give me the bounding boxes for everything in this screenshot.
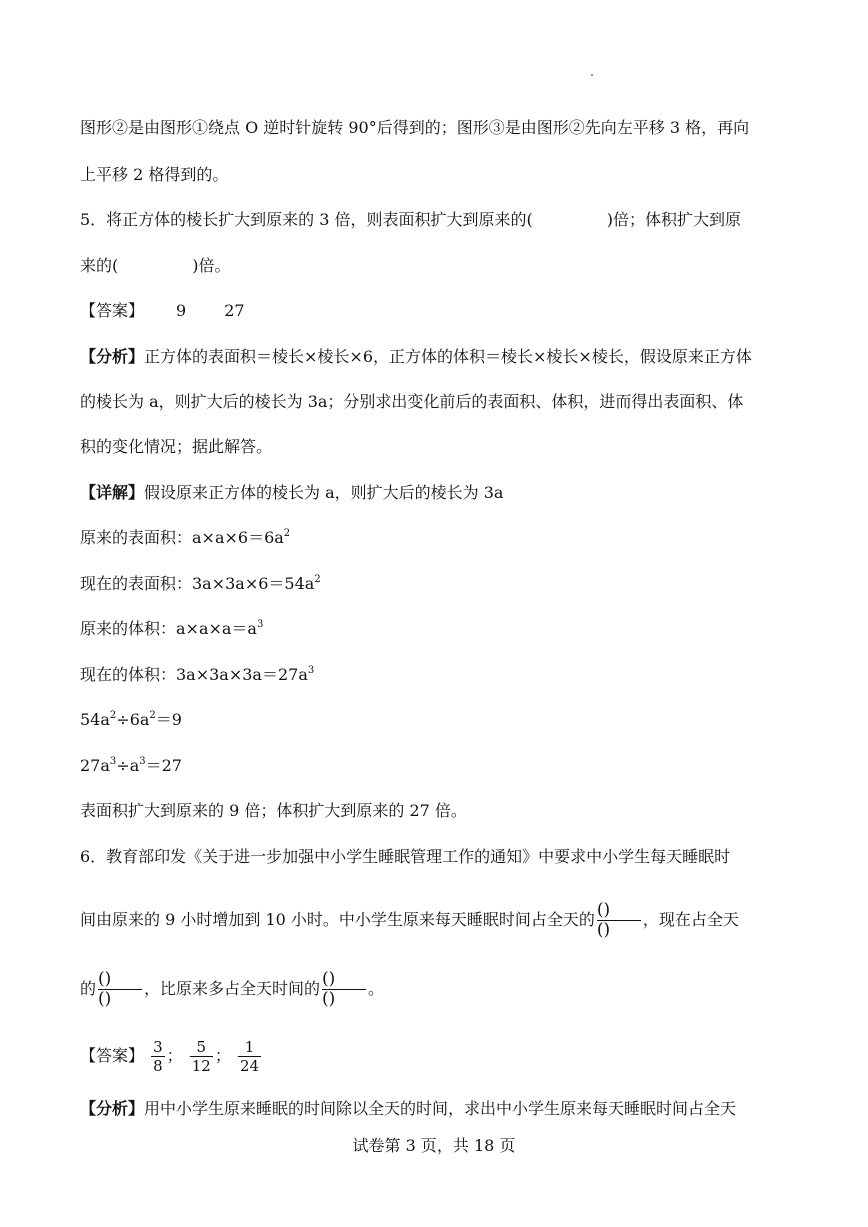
q5-analysis-line-3: 积的变化情况；据此解答。 [80,437,273,456]
q5-stem-line-2 [80,255,231,277]
q5-answer [80,300,245,322]
q5-analysis-line-1 [80,346,752,368]
paren-open: ( [322,989,329,1009]
exponent: 2 [283,528,291,539]
paren-open: ( [596,900,604,920]
exponent: 3 [256,619,264,630]
page-footer: 试卷第 3 页，共 18 页 [352,1136,516,1155]
q6-stem-line-1: 6．教育部印发《关于进一步加强中小学生睡眠管理工作的通知》中要求中小学生每天睡眠时 [80,847,731,866]
q6-stem-text-b: ，现在占全天 [642,910,739,929]
calc-text: 原来的体积：a×a×a＝a [80,619,257,638]
q5-calc-1 [80,527,290,549]
calc-text: 原来的表面积：a×a×6＝6a [80,528,284,547]
q5-detail-line [80,482,503,504]
paren-close: ) [104,969,112,989]
q6-fraction-blank-3 [322,970,366,1009]
q5-detail-text: 假设原来正方体的棱长为 a，则扩大后的棱长为 3a [144,483,504,502]
intro-line-2: 上平移 2 格得到的。 [80,165,229,184]
q6-analysis-text-1: 用中小学生原来睡眠的时间除以全天的时间，求出中小学生原来每天睡眠时间占全天 [144,1099,737,1118]
q6-analysis-line-1 [80,1098,736,1120]
calc-text: ÷a [116,756,140,775]
q5-stem-text-a: 5．将正方体的棱长扩大到原来的 3 倍，则表面积扩大到原来的( [80,210,533,229]
q6-answer-fraction-1 [151,1038,165,1075]
paren-open: ( [596,920,604,940]
separator: ； [214,1046,231,1065]
denominator: 12 [191,1057,211,1075]
exponent: 3 [307,665,315,676]
paren-close: ) [603,900,611,920]
calc-text: 现在的体积：3a×3a×3a＝27a [80,665,308,684]
q6-stem-text-e: 。 [368,979,385,998]
q6-answer-fraction-3 [238,1038,261,1075]
q5-stem-text-d: )倍。 [192,256,231,275]
q5-analysis-text-1: 正方体的表面积＝棱长×棱长×6，正方体的体积＝棱长×棱长×棱长，假设原来正方体 [144,347,752,366]
q5-analysis-line-2: 的棱长为 a，则扩大后的棱长为 3a；分别求出变化前后的表面积、体积，进而得出表面积、体 [80,392,744,411]
calc-text: 27a [80,756,110,775]
q6-stem-text-c: 的 [80,979,97,998]
paren-open: ( [322,969,329,989]
q6-answer [80,1038,263,1075]
q6-answer-fraction-2 [190,1038,213,1075]
q6-stem-text-a: 间由原来的 9 小时增加到 10 小时。中小学生原来每天睡眠时间占全天的 [80,910,595,929]
calc-text: ＝9 [155,710,182,729]
q5-answer-value-2: 27 [224,301,245,320]
q5-calc-6 [80,755,182,777]
exponent: 2 [109,710,117,721]
numerator: 5 [190,1038,213,1057]
exponent: 3 [109,756,117,767]
paren-close: ) [104,989,112,1009]
paren-close: ) [328,969,336,989]
separator: ； [166,1046,183,1065]
q6-stem-line-2 [80,901,739,940]
q5-stem-line-1 [80,209,741,231]
denominator: 8 [153,1057,163,1075]
paren-close: ) [328,989,336,1009]
q6-analysis-label: 【分析】 [80,1099,145,1118]
q6-answer-label: 【答案】 [80,1046,145,1065]
calc-text: ＝27 [145,756,182,775]
q6-stem-line-3 [80,970,384,1009]
q5-detail-label: 【详解】 [80,483,145,502]
numerator: 3 [153,1038,163,1056]
q5-calc-2 [80,573,321,595]
calc-text: 现在的表面积：3a×3a×6＝54a [80,574,315,593]
denominator: 24 [239,1057,260,1075]
q5-calc-5 [80,709,182,731]
exponent: 3 [139,756,146,767]
calc-text: ÷6a [116,710,150,729]
paren-open: ( [98,969,105,989]
paren-open: ( [98,989,105,1009]
q5-answer-label: 【答案】 [80,301,145,320]
paren-close: ) [603,920,611,940]
scan-dot [591,74,593,76]
q5-conclusion: 表面积扩大到原来的 9 倍；体积扩大到原来的 27 倍。 [80,801,467,820]
numerator: 1 [238,1038,261,1057]
q5-analysis-label: 【分析】 [80,347,145,366]
exponent: 2 [149,710,156,721]
q5-answer-value-1: 9 [176,301,187,320]
q6-fraction-blank-2 [98,970,142,1009]
calc-text: 54a [80,710,110,729]
intro-line-1: 图形②是由图形①绕点 O 逆时针旋转 90°后得到的；图形③是由图形②先向左平移 3 格，再向 [80,118,750,137]
q5-calc-4 [80,664,314,686]
q5-stem-text-b: )倍；体积扩大到原 [606,210,742,229]
q6-fraction-blank-1 [597,901,641,940]
exponent: 2 [314,574,321,585]
q5-calc-3 [80,618,263,640]
q6-stem-text-d: ，比原来多占全天时间的 [144,979,321,998]
q5-stem-text-c: 来的( [80,256,119,275]
